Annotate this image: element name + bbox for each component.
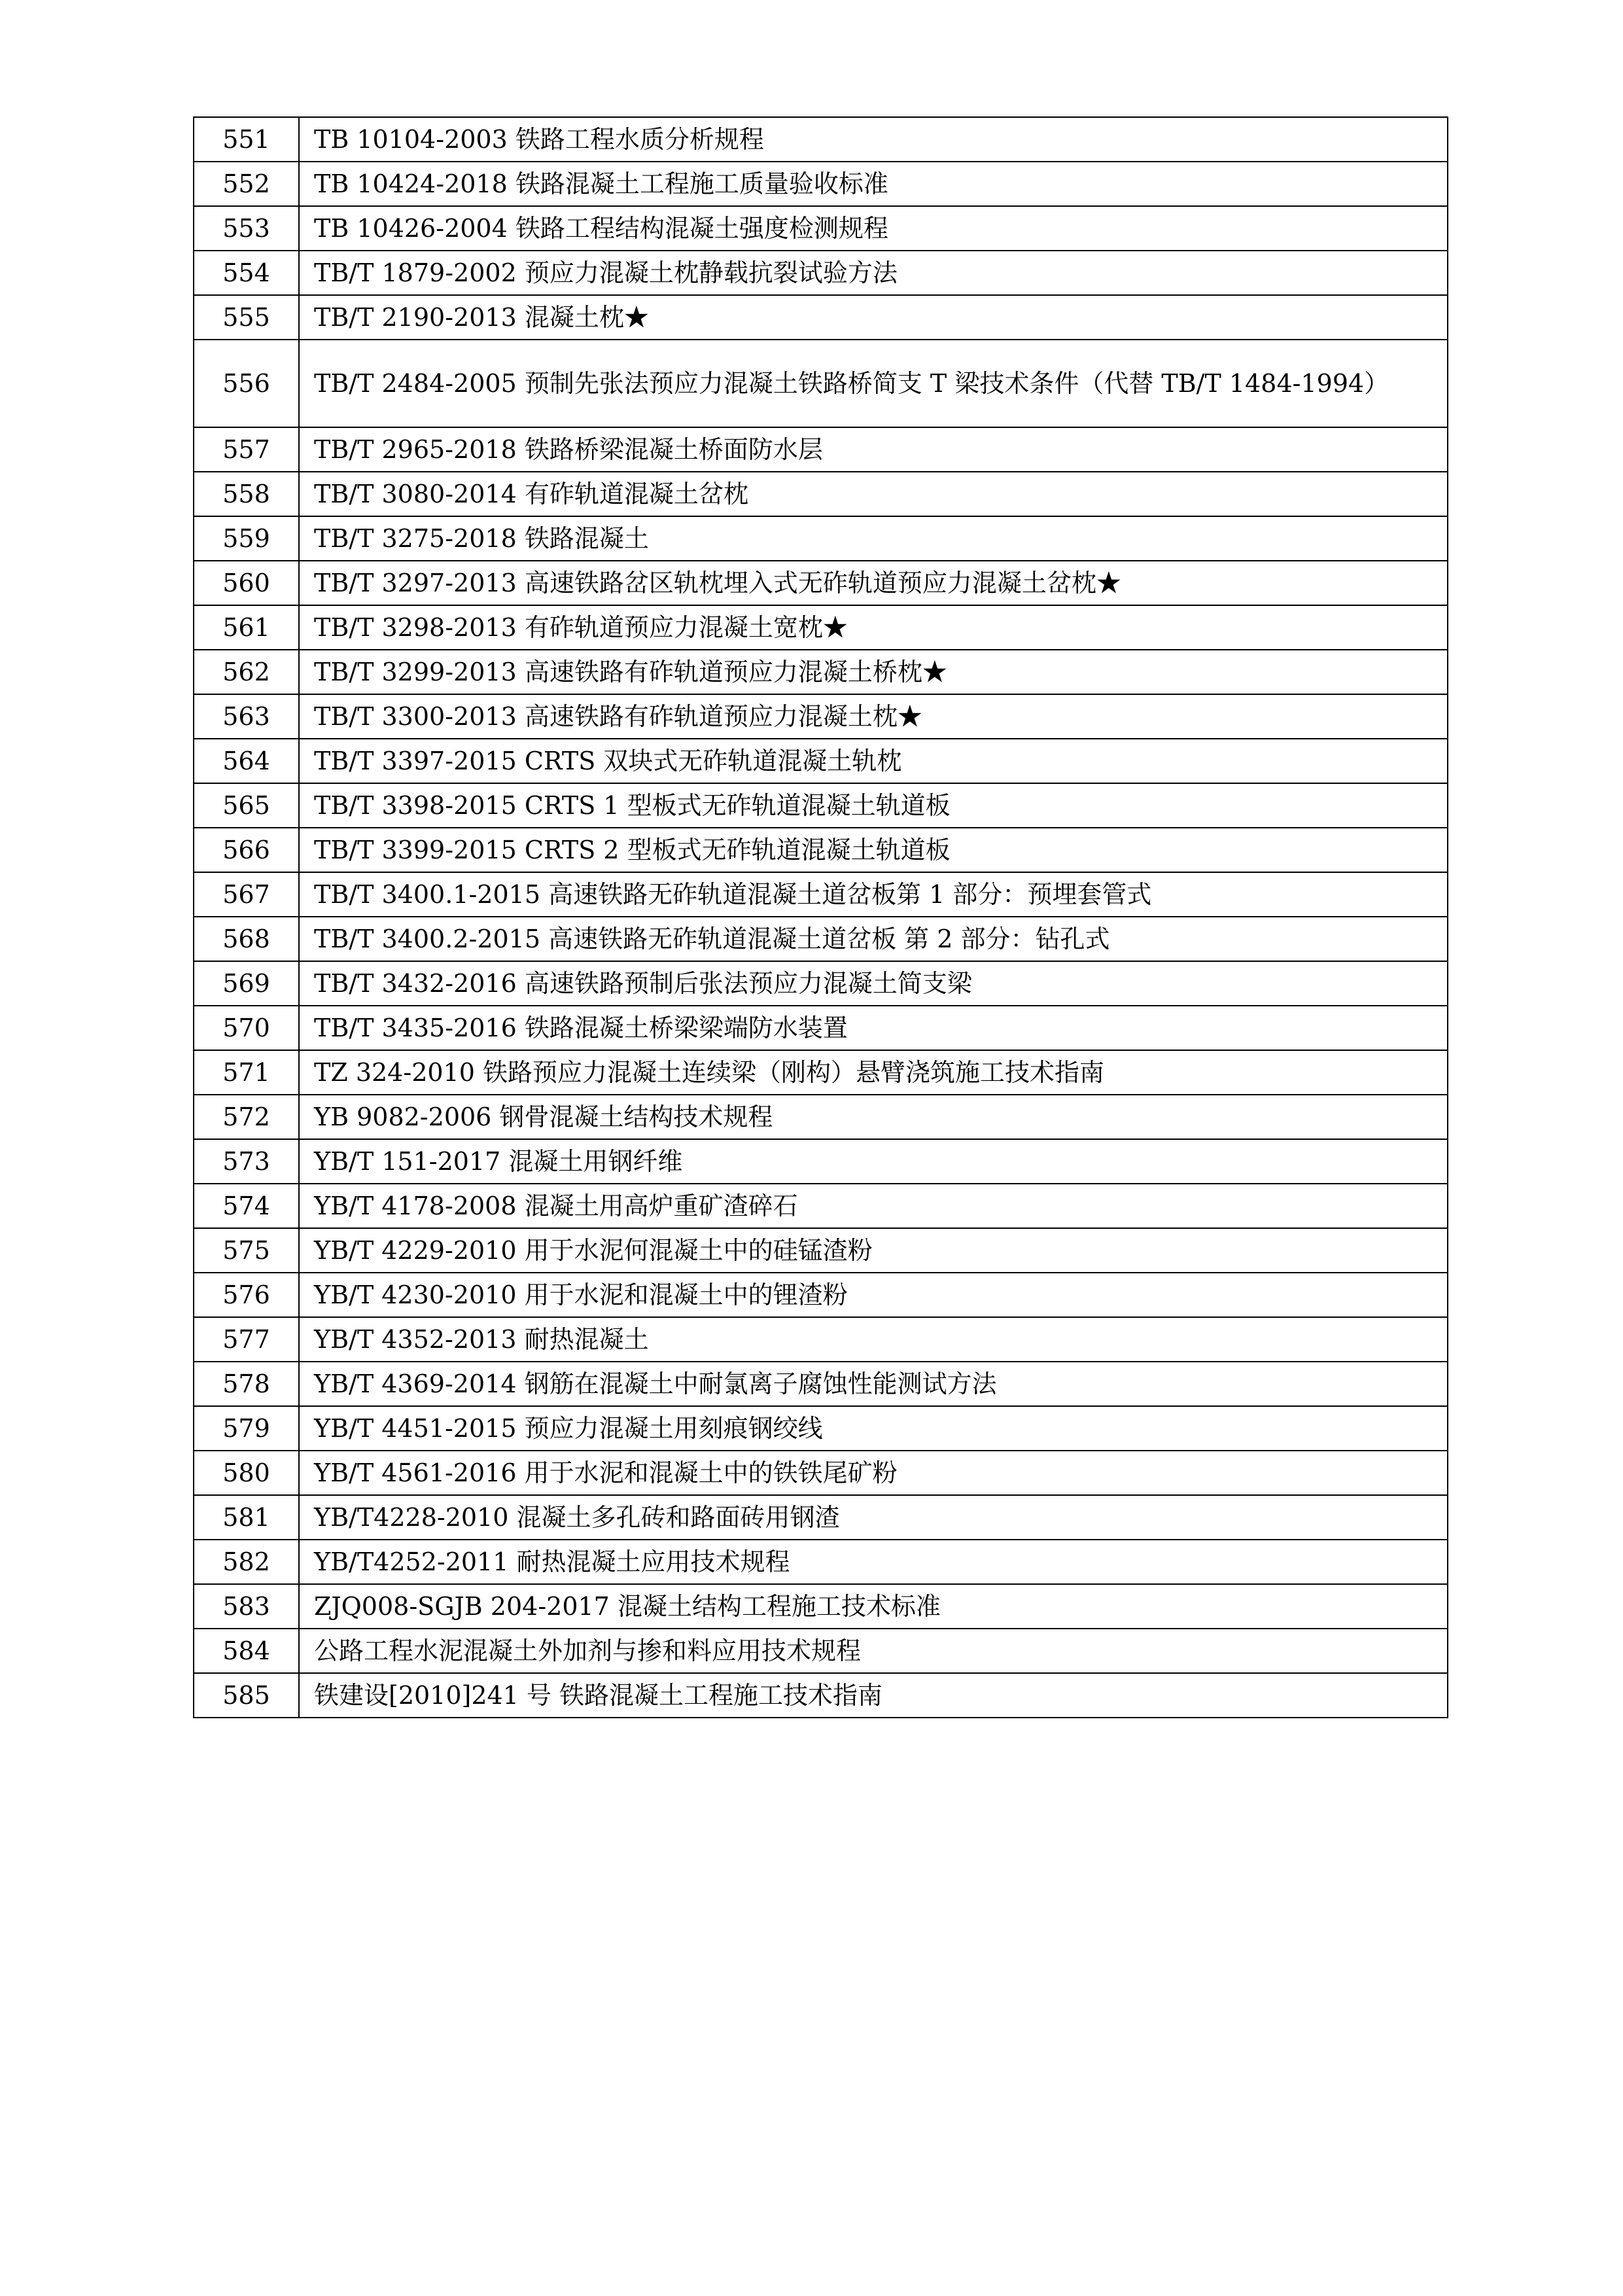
- table-row: [194, 650, 1448, 694]
- table-row: [194, 251, 1448, 295]
- table-row: [194, 917, 1448, 961]
- standard-title: TB/T 3275-2018 铁路混凝土: [299, 516, 1448, 561]
- standard-title: 公路工程水泥混凝土外加剂与掺和料应用技术规程: [299, 1629, 1448, 1673]
- table-row: [194, 961, 1448, 1006]
- table-row: [194, 295, 1448, 340]
- row-number: 571: [194, 1050, 299, 1095]
- table-row: [194, 1006, 1448, 1050]
- row-number: 568: [194, 917, 299, 961]
- standard-title: YB/T 4561-2016 用于水泥和混凝土中的铁铁尾矿粉: [299, 1451, 1448, 1495]
- row-number: 579: [194, 1406, 299, 1451]
- table-row: [194, 694, 1448, 739]
- standards-table: [193, 116, 1448, 1718]
- row-number: 576: [194, 1273, 299, 1317]
- row-number: 577: [194, 1317, 299, 1362]
- standard-title: TB/T 2484-2005 预制先张法预应力混凝土铁路桥简支 T 梁技术条件（代替 TB/T 1484-1994）: [299, 340, 1448, 427]
- table-row: [194, 340, 1448, 427]
- table-row: [194, 872, 1448, 917]
- table-row: [194, 1495, 1448, 1540]
- standard-title: TZ 324-2010 铁路预应力混凝土连续梁（刚构）悬臂浇筑施工技术指南: [299, 1050, 1448, 1095]
- row-number: 553: [194, 206, 299, 251]
- standard-title: TB/T 3398-2015 CRTS 1 型板式无砟轨道混凝土轨道板: [299, 783, 1448, 828]
- row-number: 585: [194, 1673, 299, 1718]
- row-number: 567: [194, 872, 299, 917]
- row-number: 565: [194, 783, 299, 828]
- row-number: 574: [194, 1184, 299, 1228]
- table-row: [194, 1584, 1448, 1629]
- standard-title: TB/T 3400.1-2015 高速铁路无砟轨道混凝土道岔板第 1 部分：预埋套管式: [299, 872, 1448, 917]
- row-number: 562: [194, 650, 299, 694]
- table-row: [194, 1362, 1448, 1406]
- row-number: 572: [194, 1095, 299, 1139]
- standard-title: YB/T 4230-2010 用于水泥和混凝土中的锂渣粉: [299, 1273, 1448, 1317]
- row-number: 552: [194, 162, 299, 206]
- table-row: [194, 1095, 1448, 1139]
- standard-title: YB/T 151-2017 混凝土用钢纤维: [299, 1139, 1448, 1184]
- table-row: [194, 1228, 1448, 1273]
- row-number: 560: [194, 561, 299, 605]
- standard-title: YB/T 4369-2014 钢筋在混凝土中耐氯离子腐蚀性能测试方法: [299, 1362, 1448, 1406]
- standard-title: YB/T4228-2010 混凝土多孔砖和路面砖用钢渣: [299, 1495, 1448, 1540]
- standard-title: TB/T 3298-2013 有砟轨道预应力混凝土宽枕★: [299, 605, 1448, 650]
- row-number: 578: [194, 1362, 299, 1406]
- standard-title: TB/T 3299-2013 高速铁路有砟轨道预应力混凝土桥枕★: [299, 650, 1448, 694]
- row-number: 582: [194, 1540, 299, 1584]
- standard-title: YB/T 4229-2010 用于水泥何混凝土中的硅锰渣粉: [299, 1228, 1448, 1273]
- standard-title: TB 10424-2018 铁路混凝土工程施工质量验收标准: [299, 162, 1448, 206]
- row-number: 584: [194, 1629, 299, 1673]
- table-row: [194, 1673, 1448, 1718]
- standard-title: TB/T 2965-2018 铁路桥梁混凝土桥面防水层: [299, 427, 1448, 472]
- table-row: [194, 1540, 1448, 1584]
- standard-title: TB/T 2190-2013 混凝土枕★: [299, 295, 1448, 340]
- row-number: 575: [194, 1228, 299, 1273]
- table-row: [194, 1629, 1448, 1673]
- table-row: [194, 605, 1448, 650]
- row-number: 566: [194, 828, 299, 872]
- standard-title: TB/T 3399-2015 CRTS 2 型板式无砟轨道混凝土轨道板: [299, 828, 1448, 872]
- table-row: [194, 739, 1448, 783]
- row-number: 570: [194, 1006, 299, 1050]
- row-number: 556: [194, 340, 299, 427]
- row-number: 561: [194, 605, 299, 650]
- standard-title: TB/T 3300-2013 高速铁路有砟轨道预应力混凝土枕★: [299, 694, 1448, 739]
- row-number: 554: [194, 251, 299, 295]
- row-number: 559: [194, 516, 299, 561]
- row-number: 551: [194, 117, 299, 162]
- standard-title: TB/T 3432-2016 高速铁路预制后张法预应力混凝土简支梁: [299, 961, 1448, 1006]
- table-row: [194, 472, 1448, 516]
- table-row: [194, 1273, 1448, 1317]
- table-row: [194, 427, 1448, 472]
- row-number: 555: [194, 295, 299, 340]
- standard-title: TB 10104-2003 铁路工程水质分析规程: [299, 117, 1448, 162]
- table-row: [194, 162, 1448, 206]
- standard-title: TB/T 1879-2002 预应力混凝土枕静载抗裂试验方法: [299, 251, 1448, 295]
- table-row: [194, 117, 1448, 162]
- table-row: [194, 1317, 1448, 1362]
- standard-title: 铁建设[2010]241 号 铁路混凝土工程施工技术指南: [299, 1673, 1448, 1718]
- standard-title: TB/T 3400.2-2015 高速铁路无砟轨道混凝土道岔板 第 2 部分：钻孔式: [299, 917, 1448, 961]
- table-row: [194, 828, 1448, 872]
- row-number: 557: [194, 427, 299, 472]
- standard-title: YB/T 4451-2015 预应力混凝土用刻痕钢绞线: [299, 1406, 1448, 1451]
- table-row: [194, 1406, 1448, 1451]
- standard-title: TB/T 3435-2016 铁路混凝土桥梁梁端防水装置: [299, 1006, 1448, 1050]
- standard-title: TB/T 3397-2015 CRTS 双块式无砟轨道混凝土轨枕: [299, 739, 1448, 783]
- standard-title: TB/T 3297-2013 高速铁路岔区轨枕埋入式无砟轨道预应力混凝土岔枕★: [299, 561, 1448, 605]
- row-number: 581: [194, 1495, 299, 1540]
- standard-title: ZJQ008-SGJB 204-2017 混凝土结构工程施工技术标准: [299, 1584, 1448, 1629]
- table-row: [194, 1451, 1448, 1495]
- table-row: [194, 516, 1448, 561]
- table-row: [194, 1184, 1448, 1228]
- table-row: [194, 783, 1448, 828]
- row-number: 573: [194, 1139, 299, 1184]
- standard-title: TB 10426-2004 铁路工程结构混凝土强度检测规程: [299, 206, 1448, 251]
- row-number: 564: [194, 739, 299, 783]
- row-number: 583: [194, 1584, 299, 1629]
- row-number: 558: [194, 472, 299, 516]
- standard-title: YB 9082-2006 钢骨混凝土结构技术规程: [299, 1095, 1448, 1139]
- standard-title: YB/T 4352-2013 耐热混凝土: [299, 1317, 1448, 1362]
- row-number: 569: [194, 961, 299, 1006]
- table-row: [194, 1139, 1448, 1184]
- table-row: [194, 561, 1448, 605]
- table-row: [194, 206, 1448, 251]
- table-row: [194, 1050, 1448, 1095]
- standard-title: TB/T 3080-2014 有砟轨道混凝土岔枕: [299, 472, 1448, 516]
- row-number: 580: [194, 1451, 299, 1495]
- standard-title: YB/T4252-2011 耐热混凝土应用技术规程: [299, 1540, 1448, 1584]
- standard-title: YB/T 4178-2008 混凝土用高炉重矿渣碎石: [299, 1184, 1448, 1228]
- row-number: 563: [194, 694, 299, 739]
